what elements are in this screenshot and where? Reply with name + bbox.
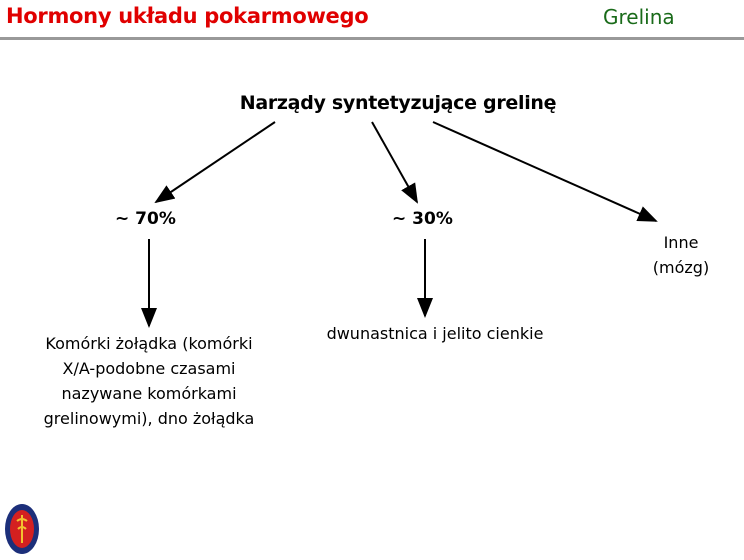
percent-30: ~ 30% <box>392 209 453 229</box>
line: Komórki żołądka (komórki <box>45 334 253 353</box>
intestine-text <box>300 321 570 346</box>
line: X/A-podobne czasami <box>62 359 236 378</box>
percent-70: ~ 70% <box>115 209 176 229</box>
other-text <box>630 230 732 280</box>
slide-subtitle: Grelina <box>603 5 675 29</box>
stomach-cells-text <box>18 331 280 431</box>
diagram-root: Narządy syntetyzujące grelinę <box>239 92 557 114</box>
arrow-root-to-30 <box>372 122 417 202</box>
arrow-root-to-70 <box>156 122 275 202</box>
line: Inne <box>663 233 699 252</box>
line: dwunastnica i jelito cienkie <box>326 324 544 343</box>
arrow-root-to-other <box>433 122 656 221</box>
university-seal-logo <box>4 503 40 555</box>
line: nazywane komórkami <box>61 384 237 403</box>
line: grelinowymi), dno żołądka <box>43 409 255 428</box>
slide-title: Hormony układu pokarmowego <box>6 4 369 28</box>
line: (mózg) <box>652 258 710 277</box>
